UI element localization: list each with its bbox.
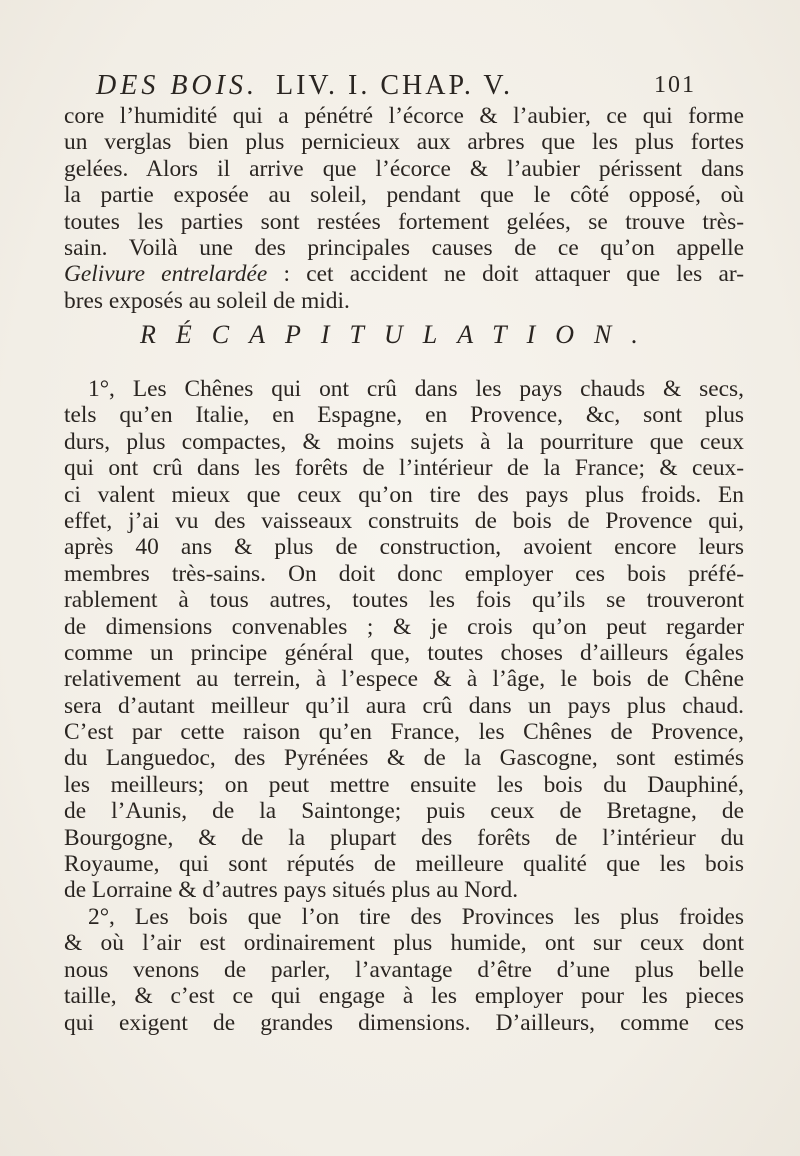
text-line: Gelivure entrelardée : cet accident ne doit attaquer que les ar- [64,261,744,288]
text-line: après 40 ans & plus de construction, avoient encore leurs [64,534,744,561]
text-line: taille, & c’est ce qui engage à les employer pour les pieces [64,983,744,1010]
text-line: toutes les parties sont restées fortement gelées, se trouve très- [64,208,744,235]
page-number: 101 [654,72,696,98]
text-line: Royaume, qui sont réputés de meilleure qualité que les bois [64,851,744,878]
text-line: C’est par cette raison qu’en France, les Chênes de Provence, [64,719,744,746]
italic-term: Gelivure entrelardée [64,261,268,288]
header-title: DES BOIS. [96,70,258,101]
text-line: la partie exposée au soleil, pendant que le côté opposé, où [64,182,744,209]
text-line: sera d’autant meilleur qu’il aura crû dans un pays plus chaud. [64,692,744,719]
paragraph-2 [64,376,744,904]
text-line: durs, plus compactes, & moins sujets à la pourriture que ceux [64,428,744,455]
paragraph-1 [64,103,744,314]
text-line: qui ont crû dans les forêts de l’intérieur de la France; & ceux- [64,455,744,482]
text-line: relativement au terrein, à l’espece & à l’âge, le bois de Chêne [64,666,744,693]
paragraph-3 [64,904,744,1036]
text-line: core l’humidité qui a pénétré l’écorce & l’aubier, ce qui forme [64,103,744,129]
text-line: bres exposés au soleil de midi. [64,287,350,314]
text-line: nous venons de parler, l’avantage d’être d’une plus belle [64,956,744,983]
text-line: Bourgogne, & de la plupart des forêts de l’intérieur du [64,824,744,851]
section-heading: RÉCAPITULATION. [140,320,658,349]
text-line: de dimensions convenables ; & je crois qu’on peut regarder [64,613,744,640]
text-line: gelées. Alors il arrive que l’écorce & l’aubier périssent dans [64,155,744,182]
text-line: 2°, Les bois que l’on tire des Provinces les plus froides [88,904,744,930]
text-line: sain. Voilà une des principales causes de ce qu’on appelle [64,234,744,261]
text-line: du Languedoc, des Pyrénées & de la Gascogne, sont estimés [64,745,744,772]
text-line: tels qu’en Italie, en Espagne, en Provence, &c, sont plus [64,402,744,429]
text-line: rablement à tous autres, toutes les fois qu’ils se trouveront [64,587,744,614]
text-line: de Lorraine & d’autres pays situés plus au Nord. [64,877,519,904]
header-chapter: LIV. I. CHAP. V. [275,70,514,101]
text-line: comme un principe général que, toutes choses d’ailleurs égales [64,639,744,666]
text-line: effet, j’ai vu des vaisseaux construits de bois de Provence qui, [64,507,744,534]
text-line: 1°, Les Chênes qui ont crû dans les pays chauds & secs, [88,376,744,402]
text-line: membres très-sains. On doit donc employer ces bois préfé- [64,560,744,587]
text-line: ci valent mieux que ceux qu’on tire des pays plus froids. En [64,481,744,508]
text-line: & où l’air est ordinairement plus humide, ont sur ceux dont [64,930,744,957]
text-line: les meilleurs; on peut mettre ensuite les bois du Dauphiné, [64,771,744,798]
text-line: un verglas bien plus pernicieux aux arbres que les plus fortes [64,129,744,156]
text-line: de l’Aunis, de la Saintonge; puis ceux de Bretagne, de [64,798,744,825]
text-line: qui exigent de grandes dimensions. D’ailleurs, comme ces [64,1009,744,1036]
